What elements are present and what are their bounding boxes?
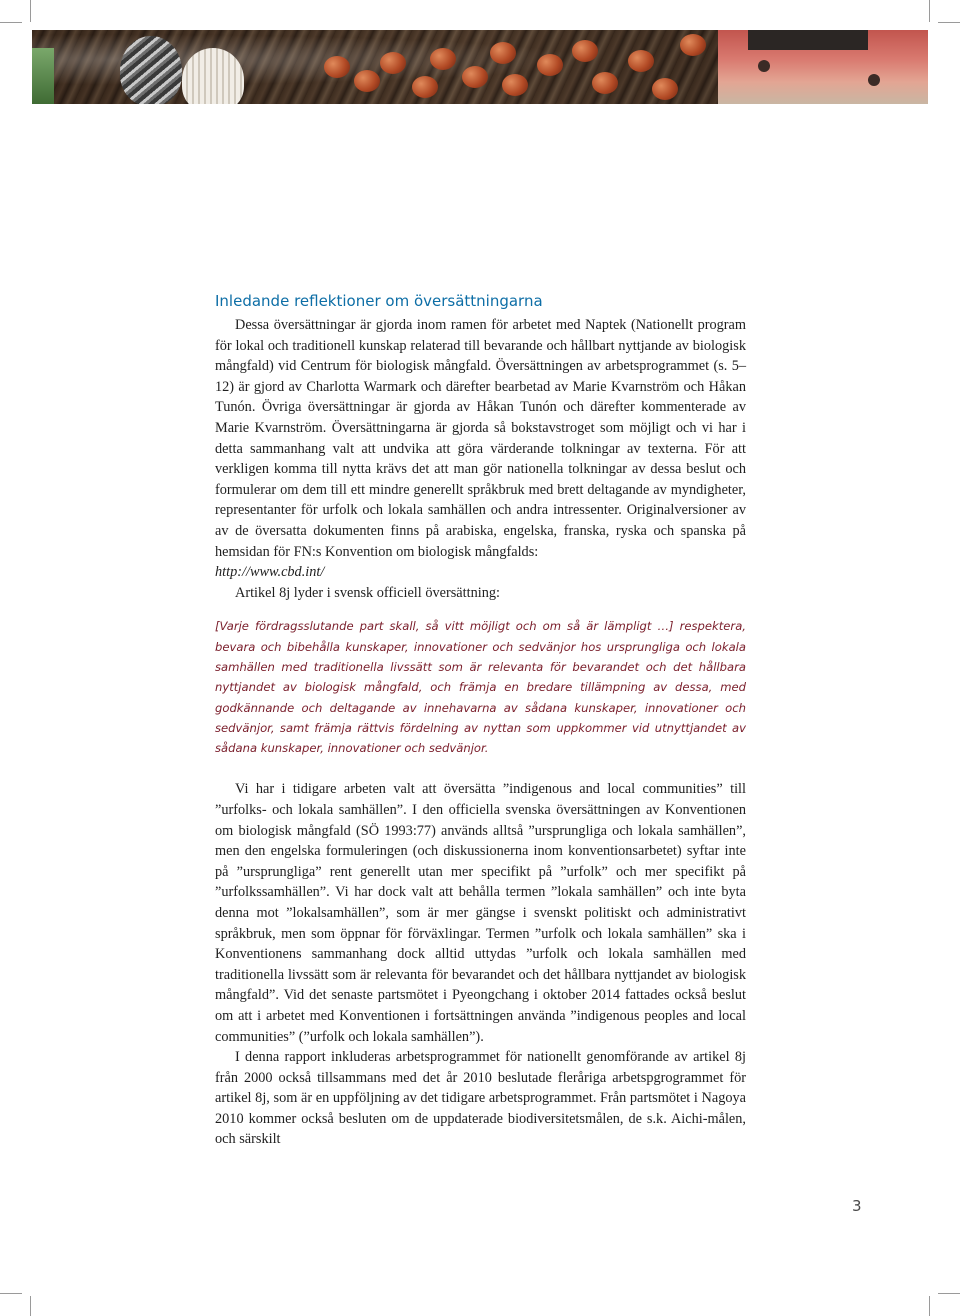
page-number: 3 — [852, 1197, 862, 1215]
seed-image — [652, 78, 678, 100]
plank-shadow — [748, 30, 868, 50]
seed-image — [462, 66, 488, 88]
nail-head — [868, 74, 880, 86]
terminology-paragraph: Vi har i tidigare arbeten valt att översätta ”indigenous and local communities” till ”urfolks- och lokala samhällen”. I den officiella svenska översättningen av Konventionen om biologisk mångfald (SÖ 1993:77) används alltså ”ursprungliga och lokala samhällen”, men den engelska formuleringen (och diskussionerna inom konventionsarbetet) syftar inte på ”ursprungliga” rent generellt utan mer specifikt på ”urfolk” och mer specifikt på ”urfolkssamhällen”. Vi har dock valt att behålla termen ”lokala samhällen” och inte byta denna mot ”lokalsamhällen”, som är mer gängse i svenskt politiskt och administrativt språkbruk, men som öppnar för förväxlingar. Termen ”urfolk och lokala samhällen” ska i Konventionens sammanhang dock alltid uttydas ”urfolk och lokala samhällen med traditionella livssätt som är relevanta för bevarandet och det hållbara nyttjandet av biologisk mångfald”. Vid det senaste partsmötet i Pyeongchang i oktober 2014 fattades också beslut om att i arbetet med Konventionen i fortsättningen använda ”indigenous peoples and local communities” (”urfolk och lokala samhällen”). — [215, 781, 746, 1045]
seed-image — [430, 48, 456, 70]
crop-mark — [0, 22, 22, 23]
seed-image — [380, 52, 406, 74]
seed-image — [537, 54, 563, 76]
section-heading: Inledande reflektioner om översättningarna — [215, 292, 543, 310]
seed-image — [592, 72, 618, 94]
seed-image — [572, 40, 598, 62]
crop-mark — [30, 1296, 31, 1316]
seed-image — [680, 34, 706, 56]
dark-shell-image — [120, 36, 182, 104]
seed-image — [502, 74, 528, 96]
white-shell-image — [182, 48, 244, 104]
report-scope-paragraph: I denna rapport inkluderas arbetsprogrammet för nationellt genomförande av artikel 8j från 2000 också tillsammans med det år 2010 beslutade fleråriga arbetspgrogrammet för artikel 8j, som är en uppföljning av det tidigare arbetsprogrammet. Från partsmötet i Nagoya 2010 kommer också besluten om de uppdaterade biodiversitetsmålen, de s.k. Aichi-målen, och särskilt — [215, 1049, 746, 1148]
leaf-image — [32, 48, 54, 104]
crop-mark — [929, 0, 930, 22]
crop-mark — [938, 1293, 960, 1294]
header-photo-banner — [32, 30, 928, 104]
article-body — [215, 291, 746, 1150]
article-intro: Artikel 8j lyder i svensk officiell översättning: — [235, 584, 500, 601]
article-8j-quote: [Varje fördragsslutande part skall, så vitt möjligt och om så är lämpligt …] respektera, bevara och bibehålla kunskaper, innovationer och sedvänjor hos ursprungliga och lokala samhällen med traditionella livssätt som är relevanta för bevarandet och det hållbara nyttjandet av biologisk mångfald, och främja en bredare tillämpning av dessa, med godkännande och deltagande av innehavarna av sådana kunskaper, innovationer och sedvänjor, samt främja rättvis fördelning av nyttan som uppkommer vid utnyttjandet av sådana kunskaper, innovationer och sedvänjor. — [215, 619, 746, 756]
wooden-plank-image — [718, 30, 928, 104]
intro-paragraph: Dessa översättningar är gjorda inom ramen för arbetet med Naptek (Nationellt program för lokal och traditionell kunskap relaterad till bevarande och hållbart nyttjande av biologisk mångfald) vid Centrum för biologisk mångfald. Översättningen av arbetsprogrammet (s. 5–12) är gjord av Charlotta Warmark och därefter bearbetad av Marie Kvarnström och Håkan Tunón. Övriga översättningar är gjorda av Håkan Tunón och därefter kommenterade av Marie Kvarnström. Översättningarna är gjorda så bokstavstroget som möjligt och vi har i detta sammanhang valt att undvika att göra värderande tolkningar av texterna. För att verkligen komma till nytta krävs det att man gör nationella tolkningar av dessa beslut och formulerar om dem till ett mindre generellt språkbruk med brett deltagande av myndigheter, representanter för urfolk och lokala samhällen och andra intressenter. Originalversioner av av de översatta dokumenten finns på arabiska, engelska, franska, ryska och spanska på hemsidan för FN:s Konvention om biologisk mångfalds: — [215, 317, 746, 560]
seed-image — [324, 56, 350, 78]
nail-head — [758, 60, 770, 72]
crop-mark — [938, 22, 960, 23]
crop-mark — [30, 0, 31, 22]
seed-image — [628, 50, 654, 72]
crop-mark — [929, 1296, 930, 1316]
crop-mark — [0, 1293, 22, 1294]
seed-image — [490, 42, 516, 64]
seed-image — [412, 76, 438, 98]
seed-image — [354, 70, 380, 92]
cbd-url: http://www.cbd.int/ — [215, 564, 325, 581]
